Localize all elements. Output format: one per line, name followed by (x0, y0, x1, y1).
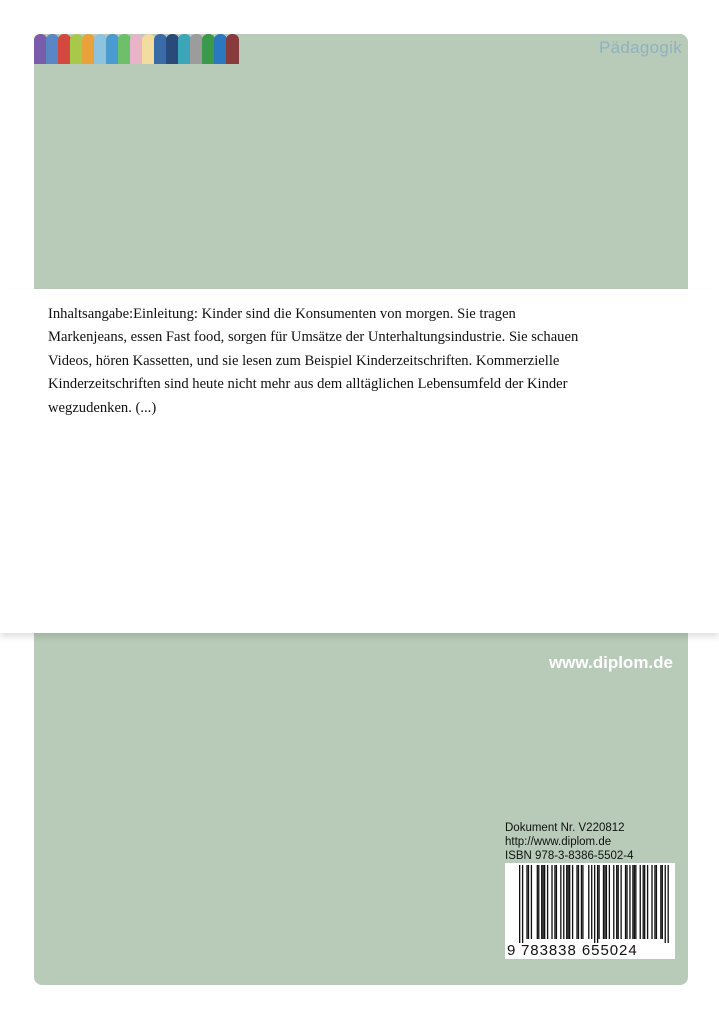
barcode-bar (626, 865, 627, 939)
barcode-bar (668, 865, 669, 943)
blurb-panel (0, 289, 719, 633)
barcode-bar (620, 865, 621, 939)
barcode-bar (609, 865, 610, 939)
barcode-bar (604, 865, 605, 939)
barcode-bar (618, 865, 619, 939)
barcode-bar (606, 865, 607, 939)
barcode-bar (541, 865, 542, 939)
barcode-bar (632, 865, 633, 939)
barcode-bar (654, 865, 655, 939)
barcode-bar (635, 865, 636, 939)
document-info (505, 821, 634, 863)
barcode-bar (547, 865, 548, 939)
cover-top-panel (34, 34, 688, 289)
barcode-bar (537, 865, 538, 939)
barcode-bar (566, 865, 567, 939)
barcode-bar (643, 865, 644, 939)
barcode (505, 863, 675, 959)
doc-website: http://www.diplom.de (505, 836, 612, 848)
barcode-bar (644, 865, 645, 939)
barcode-bar (551, 865, 552, 939)
barcode-bar (578, 865, 579, 939)
barcode-bar (576, 865, 577, 939)
color-tab (226, 34, 239, 64)
barcode-bar (603, 865, 604, 939)
publisher-url: www.diplom.de (548, 653, 673, 672)
barcode-bar (625, 865, 626, 939)
barcode-bar (569, 865, 570, 939)
barcode-bar (531, 865, 532, 939)
barcode-bar (598, 865, 599, 939)
barcode-bar (629, 865, 630, 939)
barcode-bar (656, 865, 657, 939)
barcode-bar (594, 865, 595, 943)
barcode-bar (568, 865, 569, 939)
barcode-bar (519, 865, 520, 943)
barcode-first-digit: 9 (507, 942, 516, 959)
barcode-bar (640, 865, 641, 939)
barcode-bar (522, 865, 523, 943)
barcode-bar (581, 865, 582, 939)
barcode-bar (662, 865, 663, 939)
barcode-bar (554, 865, 555, 939)
cover-bottom-panel (34, 633, 688, 985)
barcode-bar (526, 865, 527, 939)
barcode-bar (572, 865, 573, 939)
barcode-bar (538, 865, 539, 939)
barcode-bar (660, 865, 661, 939)
barcode-bar (647, 865, 648, 939)
barcode-bar (544, 865, 545, 939)
barcode-bar (582, 865, 583, 939)
barcode-bar (563, 865, 564, 939)
barcode-bar (528, 865, 529, 939)
category-label: Pädagogik (598, 38, 682, 57)
barcode-bar (665, 865, 666, 943)
barcode-bar (556, 865, 557, 939)
doc-isbn: ISBN 978-3-8386-5502-4 (505, 850, 634, 862)
barcode-digits: 783838 655024 (521, 942, 638, 959)
barcode-bar (560, 865, 561, 939)
barcode-bar (543, 865, 544, 939)
barcode-bar (591, 865, 592, 939)
doc-number: Dokument Nr. V220812 (505, 822, 625, 834)
barcode-bar (597, 865, 598, 943)
color-tabs (34, 34, 238, 64)
barcode-bar (634, 865, 635, 939)
blurb-text: Inhaltsangabe:Einleitung: Kinder sind die Konsumenten von morgen. Sie tragen Markenjeans, essen Fast food, sorgen für Umsätze der Unterhaltungsindustrie. Sie schauen Videos, hören Kassetten, und sie lesen zum Beispiel Kinderzeitschriften. Kommerzielle Kinderzeitschriften sind heute nicht mehr aus dem alltäglichen Lebensumfeld der Kinder wegzudenken. (...) (48, 306, 579, 416)
barcode-bars (519, 865, 669, 943)
barcode-bar (588, 865, 589, 939)
barcode-bar (613, 865, 614, 939)
barcode-bar (651, 865, 652, 939)
barcode-bar (616, 865, 617, 939)
